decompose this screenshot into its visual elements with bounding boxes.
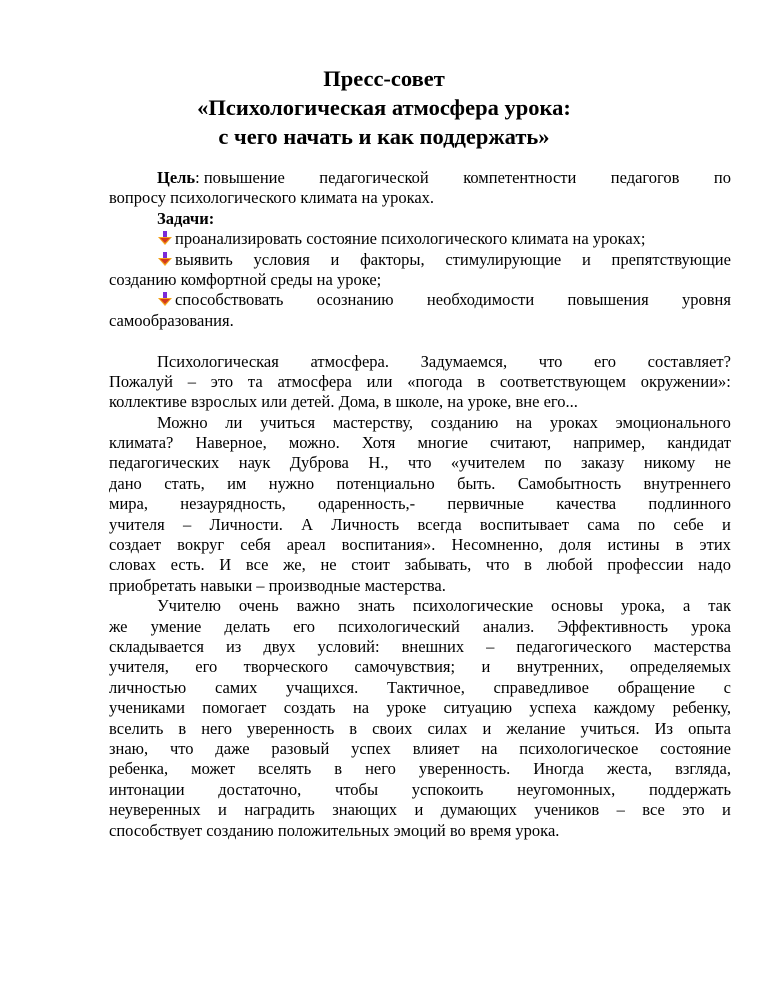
paragraph-2-line: [109, 535, 731, 555]
word: по: [544, 453, 562, 473]
word: разовый: [271, 738, 330, 758]
paragraphs: [109, 352, 731, 841]
word: атмосфера.: [310, 351, 389, 371]
word: опыта: [688, 718, 731, 738]
word: создать: [283, 698, 336, 718]
word: что: [485, 555, 510, 575]
word: знать: [357, 596, 395, 616]
word: ребенку,: [672, 698, 731, 718]
word: например,: [573, 433, 646, 453]
word: стать,: [164, 473, 205, 493]
word: психологический: [338, 616, 460, 636]
word: учителя: [109, 514, 165, 534]
word: необходимости: [426, 290, 535, 310]
paragraph-1-line: [109, 372, 731, 392]
word: Психологическая: [157, 351, 279, 371]
word: очень: [238, 596, 279, 616]
paragraph-2-line: [109, 555, 731, 575]
task-item-3: [109, 290, 731, 310]
task-item-1-text: проанализировать состояние психологического климата на уроках;: [175, 229, 646, 249]
word: Наверное,: [195, 433, 267, 453]
word: не: [320, 555, 337, 575]
word: внутреннего: [643, 473, 731, 493]
word: стимулирующие: [445, 249, 562, 269]
word: Иногда: [533, 759, 584, 779]
word: даже: [215, 738, 250, 758]
word: факторы,: [360, 249, 425, 269]
word: Несомненно,: [451, 535, 543, 555]
word: –: [183, 514, 192, 534]
paragraph-3-line: [109, 739, 731, 759]
word: внутренних,: [516, 657, 604, 677]
word: никому: [643, 453, 696, 473]
word: основы: [551, 596, 604, 616]
word: Н.,: [368, 453, 389, 473]
word: психологическое: [519, 738, 639, 758]
paragraph-3-line: [109, 719, 731, 739]
word: препятствующие: [611, 249, 731, 269]
word: педагогических: [109, 453, 220, 473]
word: Можно: [157, 412, 208, 432]
word: Цель: повышение: [157, 168, 285, 187]
word: уверенность: [247, 718, 335, 738]
word: уроке: [386, 698, 427, 718]
word: личностью: [109, 677, 187, 697]
word: анализ.: [482, 616, 535, 636]
word: этих: [699, 535, 731, 555]
paragraph-1-line: [109, 352, 731, 372]
word: его: [293, 616, 316, 636]
paragraph-2-line: [109, 433, 731, 453]
word: успокоить: [411, 779, 484, 799]
word: него: [365, 759, 396, 779]
paragraph-2-line: [109, 515, 731, 535]
word: и: [414, 800, 424, 820]
word: повышения: [567, 290, 649, 310]
word: создает: [109, 535, 162, 555]
word: в: [477, 371, 486, 391]
word: словах: [109, 555, 156, 575]
word: помогает: [202, 698, 267, 718]
word: «учителем: [450, 453, 526, 473]
word: это: [682, 800, 705, 820]
word: А: [301, 514, 314, 534]
arrow-down-bullet-icon: [157, 291, 173, 307]
word: ребенка,: [109, 759, 169, 779]
word: педагогической: [319, 168, 429, 187]
paragraph-3-line: способствует созданию положительных эмоций во время урока.: [109, 820, 560, 840]
word: надо: [698, 555, 731, 575]
word: все: [642, 800, 665, 820]
word: взгляда,: [675, 759, 731, 779]
word: истины: [607, 535, 660, 555]
paragraph-3-line: [109, 678, 731, 698]
word: дано: [109, 473, 142, 493]
word: все: [245, 555, 269, 575]
word: а: [682, 596, 691, 616]
word: обращение: [617, 677, 695, 697]
word: чтобы: [335, 779, 379, 799]
paragraph-3-line: [109, 800, 731, 820]
word: поддержать: [648, 779, 731, 799]
paragraph-gap: [109, 331, 731, 351]
word: и: [218, 800, 227, 820]
paragraph-3-line: [109, 637, 731, 657]
word: учеников: [534, 800, 600, 820]
word: учителя,: [109, 657, 169, 677]
word: быть.: [457, 473, 496, 493]
word: И: [219, 555, 232, 575]
word: климата?: [109, 433, 174, 453]
word: складывается: [109, 636, 204, 656]
word: осознанию: [316, 290, 394, 310]
word: эмоционального: [615, 412, 731, 432]
word: Хотя: [361, 433, 396, 453]
paragraph-1-line: коллективе взрослых или детей. Дома, в школе, на уроке, вне его...: [109, 392, 578, 412]
paragraph-3-line: [109, 657, 731, 677]
word: силах: [427, 718, 468, 738]
word: соответствующем: [499, 371, 626, 391]
word: вселять: [258, 759, 312, 779]
goal-label: Цель: [157, 168, 196, 187]
word: по: [638, 514, 656, 534]
word: уровня: [682, 290, 731, 310]
word: знающих: [332, 800, 398, 820]
word: составляет?: [647, 351, 731, 371]
word: условий:: [317, 636, 380, 656]
word: стоит: [351, 555, 390, 575]
goal-line-2: вопросу психологического климата на уроках.: [109, 188, 435, 208]
word: доля: [559, 535, 592, 555]
word: Дуброва: [289, 453, 349, 473]
word: одаренность,-: [318, 494, 416, 514]
word: –: [187, 371, 196, 391]
word: Пожалуй: [109, 371, 173, 391]
word: его: [195, 657, 218, 677]
word: выявить: [157, 250, 233, 270]
word: педагогов: [610, 168, 680, 187]
word: Эффективность: [557, 616, 668, 636]
word: многие: [417, 433, 468, 453]
word: неуверенных: [109, 800, 201, 820]
word: учиться: [260, 412, 316, 432]
paragraph-2-line: [109, 413, 731, 433]
word: и: [722, 800, 731, 820]
word: воспитания».: [341, 535, 436, 555]
paragraph-3-line: [109, 780, 731, 800]
paragraph-2-line: приобретать навыки – производные мастерства.: [109, 575, 446, 595]
word: наградить: [244, 800, 315, 820]
word: важно: [296, 596, 341, 616]
word: психологические: [412, 596, 534, 616]
tasks-label: Задачи:: [157, 208, 215, 228]
word: вокруг: [177, 535, 225, 555]
word: Личности.: [209, 514, 283, 534]
word: сама: [587, 514, 620, 534]
word: Учителю: [157, 596, 221, 616]
word: любой: [546, 555, 593, 575]
word: урока,: [621, 596, 665, 616]
word: внешних: [401, 636, 465, 656]
word: атмосфера: [277, 371, 352, 391]
word: него: [201, 718, 232, 738]
word: самочувствия;: [354, 657, 456, 677]
paragraph-3-line: [109, 617, 731, 637]
word: потенциально: [336, 473, 435, 493]
word: с: [723, 677, 731, 697]
word: желание: [506, 718, 566, 738]
word: способствовать: [157, 290, 283, 310]
word: им: [227, 473, 247, 493]
word: ареал: [286, 535, 326, 555]
word: ситуацию: [443, 698, 513, 718]
word: не: [714, 453, 731, 473]
word: влияет: [412, 738, 460, 758]
word: забывать,: [404, 555, 472, 575]
word: можно.: [288, 433, 340, 453]
paragraph-2-line: [109, 474, 731, 494]
word: учениками: [109, 698, 185, 718]
word: и: [481, 657, 491, 677]
word: учащихся.: [286, 677, 359, 697]
task-item-2: [109, 250, 731, 270]
word: подлинного: [648, 494, 731, 514]
word: что: [169, 738, 194, 758]
word: –: [616, 800, 625, 820]
paragraph-2-line: [109, 494, 731, 514]
word: интонации: [109, 779, 185, 799]
word: думающих: [440, 800, 517, 820]
word: на: [515, 412, 533, 432]
word: мастерства: [653, 636, 731, 656]
word: в: [334, 759, 343, 779]
word: успех: [351, 738, 391, 758]
word: каждому: [593, 698, 656, 718]
goal-line: [109, 168, 731, 188]
word: незаурядность,: [180, 494, 286, 514]
document-title: [0, 64, 768, 151]
word: что: [407, 453, 432, 473]
word: самих: [214, 677, 258, 697]
word: окружении»:: [640, 371, 731, 391]
word: заказу: [581, 453, 625, 473]
word: что: [538, 351, 563, 371]
word: неугомонных,: [517, 779, 616, 799]
word: созданию: [430, 412, 499, 432]
word: двух: [263, 636, 296, 656]
word: жеста,: [606, 759, 653, 779]
word: себе: [673, 514, 704, 534]
arrow-down-bullet-icon: [157, 251, 173, 267]
word: вселить: [109, 718, 164, 738]
word: та: [247, 371, 263, 391]
word: творческого: [243, 657, 328, 677]
word: может: [191, 759, 236, 779]
word: Из: [654, 718, 674, 738]
word: справедливое: [493, 677, 589, 697]
title-line-3: с чего начать и как поддержать»: [218, 124, 550, 149]
word: в: [178, 718, 187, 738]
word: Тактичное,: [386, 677, 465, 697]
word: уроках: [549, 412, 598, 432]
word: умение: [150, 616, 202, 636]
word: Задумаемся,: [420, 351, 508, 371]
word: мастерству,: [332, 412, 414, 432]
title-line-1: Пресс-совет: [323, 66, 445, 91]
word: по: [713, 168, 731, 187]
word: успеха: [529, 698, 577, 718]
word: в: [675, 535, 684, 555]
paragraph-3-line: [109, 698, 731, 718]
task-item-1: [109, 229, 731, 249]
arrow-down-bullet-icon: [157, 230, 173, 246]
word: профессии: [607, 555, 684, 575]
paragraph-3-line: [109, 596, 731, 616]
word: делать: [224, 616, 271, 636]
word: знаю,: [109, 738, 149, 758]
word: же,: [283, 555, 306, 575]
word: Самобытность: [517, 473, 622, 493]
word: же: [109, 616, 128, 636]
paragraph-3-line: [109, 759, 731, 779]
word: урока: [691, 616, 731, 636]
word: определяемых: [629, 657, 731, 677]
task-item-3-cont: самообразования.: [109, 310, 234, 330]
word: это: [210, 371, 234, 391]
tasks-heading: [109, 209, 731, 229]
word: мира,: [109, 494, 148, 514]
word: и: [330, 249, 340, 269]
word: уверенность.: [418, 759, 511, 779]
word: из: [225, 636, 242, 656]
word: считают,: [490, 433, 552, 453]
paragraph-2-line: [109, 453, 731, 473]
word: качества: [556, 494, 617, 514]
document-body: [109, 168, 731, 841]
word: компетентности: [463, 168, 577, 187]
word: условия: [253, 249, 310, 269]
word: в: [524, 555, 532, 575]
word: ли: [225, 412, 243, 432]
word: наук: [238, 453, 271, 473]
word: воспитывает: [479, 514, 569, 534]
word: себя: [240, 535, 271, 555]
word: так: [708, 596, 731, 616]
word: и: [482, 718, 492, 738]
word: состояние: [660, 738, 731, 758]
word: на: [352, 698, 370, 718]
word: или: [366, 371, 393, 391]
word: в: [349, 718, 358, 738]
word: на: [481, 738, 498, 758]
word: и: [722, 514, 731, 534]
word: его: [594, 351, 616, 371]
word: достаточно,: [218, 779, 302, 799]
word: есть.: [170, 555, 205, 575]
word: кандидат: [667, 433, 731, 453]
word: –: [486, 636, 495, 656]
word: первичные: [447, 494, 524, 514]
word: нужно: [268, 473, 315, 493]
word: Личность: [331, 514, 400, 534]
title-line-2: «Психологическая атмосфера урока:: [197, 95, 571, 120]
word: всегда: [417, 514, 462, 534]
word: «погода: [407, 371, 463, 391]
word: своих: [372, 718, 413, 738]
word: педагогического: [516, 636, 632, 656]
task-item-2-cont: созданию комфортной среды на уроке;: [109, 269, 382, 289]
word: и: [581, 249, 591, 269]
word: учиться.: [580, 718, 640, 738]
